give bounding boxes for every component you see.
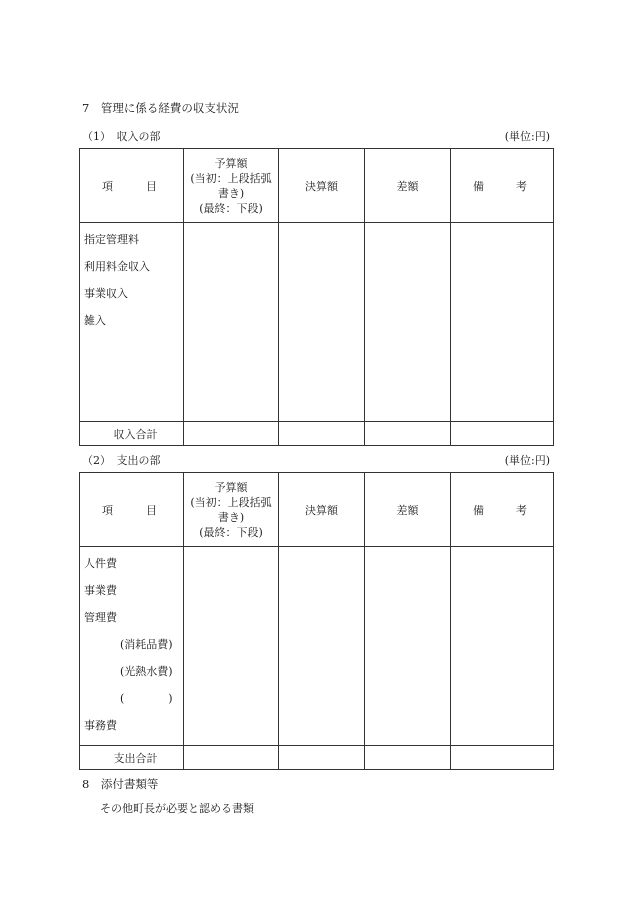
expense-header-settlement: 決算額 xyxy=(279,473,365,547)
income-item: 利用料金収入 xyxy=(84,260,150,273)
expense-header-item: 項 目 xyxy=(80,473,184,547)
expense-settlement-cell xyxy=(279,547,365,746)
section-8-body: その他町長が必要と認める書類 xyxy=(100,802,254,815)
expense-item: 事務費 xyxy=(84,719,117,732)
income-header-item: 項 目 xyxy=(80,149,184,223)
expense-table xyxy=(79,472,554,770)
income-header-row xyxy=(80,149,554,223)
income-settlement-cell xyxy=(279,223,365,422)
income-header-difference: 差額 xyxy=(365,149,451,223)
expense-difference-cell xyxy=(365,547,451,746)
income-total-row xyxy=(80,422,554,446)
income-section-title: （1） 収入の部 xyxy=(82,130,161,143)
income-total-label: 収入合計 xyxy=(80,422,184,446)
income-remarks-cell xyxy=(451,223,554,422)
expense-item: 管理費 xyxy=(84,611,117,624)
income-header-settlement: 決算額 xyxy=(279,149,365,223)
income-header-budget: 予算額 (当初：上段括弧 書き) (最終：下段) xyxy=(184,149,279,223)
income-total-difference xyxy=(365,422,451,446)
expense-item: 事業費 xyxy=(84,584,117,597)
income-table xyxy=(79,148,554,446)
income-budget-cell xyxy=(184,223,279,422)
expense-header-row xyxy=(80,473,554,547)
expense-budget-cell xyxy=(184,547,279,746)
income-difference-cell xyxy=(365,223,451,422)
income-item: 雑入 xyxy=(84,314,106,327)
expense-section-title: （2） 支出の部 xyxy=(82,454,161,467)
income-total-remarks xyxy=(451,422,554,446)
expense-header-budget: 予算額 (当初：上段括弧 書き) (最終：下段) xyxy=(184,473,279,547)
expense-header-remarks: 備 考 xyxy=(451,473,554,547)
expense-total-remarks xyxy=(451,746,554,770)
section-7-heading: 7 管理に係る経費の収支状況 xyxy=(82,101,239,115)
income-item: 事業収入 xyxy=(84,287,128,300)
expense-item: 人件費 xyxy=(84,557,117,570)
income-header-remarks: 備 考 xyxy=(451,149,554,223)
expense-total-row xyxy=(80,746,554,770)
income-body-row xyxy=(80,223,554,422)
expense-total-difference xyxy=(365,746,451,770)
income-total-settlement xyxy=(279,422,365,446)
expense-total-label: 支出合計 xyxy=(80,746,184,770)
expense-total-budget xyxy=(184,746,279,770)
income-item: 指定管理料 xyxy=(84,233,139,246)
expense-subitem: (消耗品費) xyxy=(120,638,173,651)
expense-subitem: (光熱水費) xyxy=(120,665,173,678)
expense-remarks-cell xyxy=(451,547,554,746)
expense-total-settlement xyxy=(279,746,365,770)
expense-unit-label: (単位:円) xyxy=(504,454,550,467)
income-unit-label: (単位:円) xyxy=(504,130,550,143)
income-total-budget xyxy=(184,422,279,446)
section-8-heading: 8 添付書類等 xyxy=(82,777,159,791)
expense-subitem: ( ) xyxy=(120,692,173,705)
expense-header-difference: 差額 xyxy=(365,473,451,547)
